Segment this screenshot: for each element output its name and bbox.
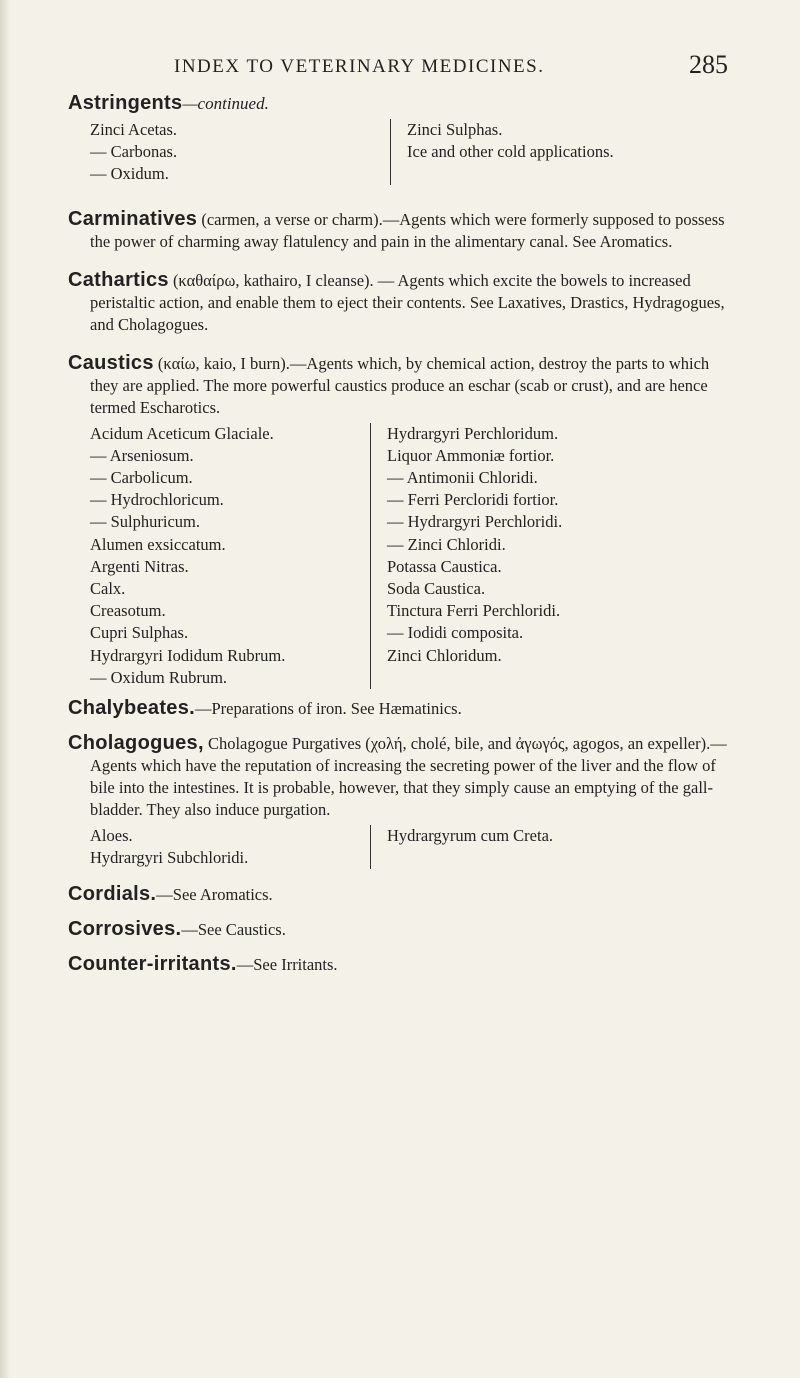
list-item: Tinctura Ferri Perchloridi.: [387, 601, 561, 621]
entry-cholagogues: [68, 732, 728, 869]
list-item: Zinci Sulphas.: [407, 120, 503, 139]
list-item: — Sulphuricum.: [90, 512, 200, 532]
list-item: — Antimonii Chloridi.: [387, 468, 538, 488]
list-item: Argenti Nitras.: [90, 556, 189, 576]
list-item: Hydrargyrum cum Creta.: [387, 826, 554, 846]
list-item: Potassa Caustica.: [387, 556, 502, 576]
entry-text: (καθαίρω, kathairo, I cleanse). — Agents which excite the bowels to increased peristaltic action, and enable them to eject their contents. See Laxatives, Drastics, Hydragogues, and Cholagogues.: [90, 270, 725, 334]
entry-caustics: [68, 352, 728, 689]
list-item: Hydrargyri Iodidum Rubrum.: [90, 645, 286, 665]
list-item: — Iodidi composita.: [387, 623, 524, 643]
caustics-columns: [68, 423, 728, 689]
left-column: [68, 825, 370, 869]
list-item: Aloes.: [90, 826, 133, 846]
list-item: Creasotum.: [90, 601, 166, 621]
list-item: Alumen exsiccatum.: [90, 534, 226, 554]
entry-text: —Preparations of iron. See Hæmatinics.: [195, 699, 462, 719]
entry-cordials: [68, 883, 728, 906]
entry-counter-irritants: [68, 953, 728, 976]
entry-heading: Astringents: [68, 92, 183, 114]
left-column: [68, 119, 390, 186]
entry-heading: Carminatives: [68, 207, 198, 230]
page-number: 285: [689, 50, 728, 79]
list-item: — Hydrochloricum.: [90, 490, 224, 510]
right-column: [370, 423, 562, 689]
list-item: Zinci Acetas.: [90, 120, 178, 139]
list-item: — Hydrargyri Perchloridi.: [387, 512, 563, 532]
running-title: INDEX TO VETERINARY MEDICINES.: [174, 56, 545, 77]
list-item: Hydrargyri Subchloridi.: [90, 848, 249, 868]
page-header: [68, 50, 728, 88]
list-item: Liquor Ammoniæ fortior.: [387, 445, 555, 465]
entry-text: Cholagogue Purgatives (χολή, cholé, bile, and ἀγωγός, agogos, an expeller).—Agents which have the reputation of increasing the secreting power of the liver and the flow of bile into the intestines. It is probable, however, that they simply cause an emptying of the gall-bladder. They also induce purgation.: [90, 734, 727, 820]
list-item: — Carbolicum.: [90, 468, 193, 488]
list-item: Zinci Chloridum.: [387, 645, 502, 665]
list-item: Soda Caustica.: [387, 579, 486, 599]
entry-text: —See Aromatics.: [156, 885, 273, 905]
entry-heading: Counter-irritants.: [68, 953, 237, 976]
list-item: Hydrargyri Perchloridum.: [387, 423, 559, 443]
entry-text: (καίω, kaio, I burn).—Agents which, by chemical action, destroy the parts to which they are applied. The more powerful caustics produce an eschar (scab or crust), and are hence termed Escharotics.: [90, 353, 710, 417]
left-column: [68, 423, 370, 689]
entry-carminatives: [68, 208, 728, 253]
entry-astringents: [68, 92, 728, 186]
list-item: — Carbonas.: [90, 142, 178, 162]
entry-corrosives: [68, 918, 728, 941]
list-item: Acidum Aceticum Glaciale.: [90, 423, 274, 443]
entry-heading: Caustics: [68, 351, 154, 374]
list-item: — Zinci Chloridi.: [387, 534, 506, 554]
entry-heading: Cordials.: [68, 883, 157, 906]
list-item: Cupri Sulphas.: [90, 623, 189, 643]
entry-heading: Chalybeates.: [68, 697, 195, 720]
entry-heading: Cathartics: [68, 268, 169, 291]
right-column: [390, 119, 614, 185]
cholagogues-columns: [68, 825, 728, 869]
page-spine-edge: [0, 0, 10, 1378]
entry-text: —See Caustics.: [181, 920, 286, 940]
list-item: — Oxidum Rubrum.: [90, 667, 228, 687]
entry-text: (carmen, a verse or charm).—Agents which were formerly supposed to possess the power of charming away flatulency and pain in the alimentary canal. See Aromatics.: [90, 209, 725, 251]
list-item: Ice and other cold applications.: [407, 142, 614, 162]
list-item: Calx.: [90, 579, 126, 599]
book-page: [68, 50, 728, 976]
entry-heading: Cholagogues,: [68, 732, 204, 755]
list-item: — Oxidum.: [90, 164, 169, 184]
astringents-columns: [68, 119, 728, 186]
list-item: — Arseniosum.: [90, 445, 194, 465]
right-column: [370, 825, 553, 869]
entry-chalybeates: [68, 697, 728, 720]
continued-label: —continued.: [182, 94, 269, 113]
entry-heading: Corrosives.: [68, 918, 182, 941]
entry-cathartics: [68, 269, 728, 336]
list-item: — Ferri Percloridi fortior.: [387, 490, 559, 510]
entry-text: —See Irritants.: [236, 955, 338, 975]
